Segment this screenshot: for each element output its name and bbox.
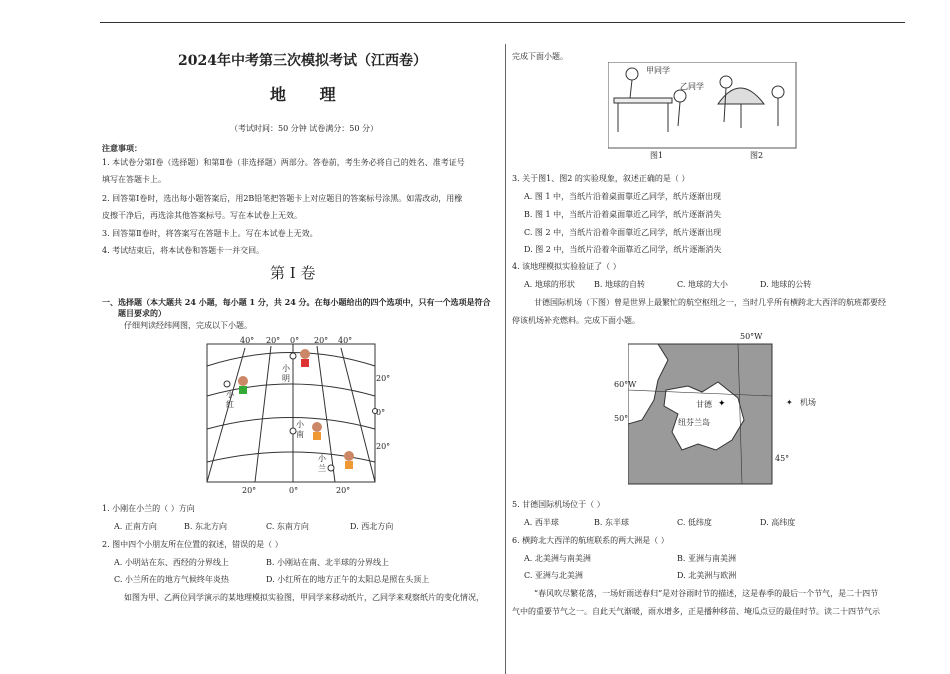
option: B. 亚洲与南美洲 [677,554,736,563]
top-rule [100,22,905,23]
option: A. 北美洲与南美洲 [524,554,591,563]
lon-50w: 50°W [740,332,763,341]
notice-line: 2. 回答第Ⅰ卷时，选出每小题答案后，用2B铅笔把答题卡上对应题目的答案标号涂黑。如需改动，用橡 [102,194,463,203]
gander-intro-cont: 停该机场补充燃料。完成下面小题。 [512,316,640,325]
option: C. 小兰所在的地方气候终年炎热 [114,575,229,584]
option: A. 正南方向 [114,522,157,531]
option: D. 西北方向 [350,522,394,531]
option: A. 图 1 中，当纸片沿着桌面靠近乙同学，纸片逐渐出现 [524,192,722,201]
notice-line: 1. 本试卷分第Ⅰ卷（选择题）和第Ⅱ卷（非选择题）两部分。答卷前，考生务必将自己的姓名、准考证号 [102,158,465,167]
option: D. 高纬度 [760,518,796,527]
island-label: 纽芬兰岛 [678,418,710,427]
option: B. 小刚站在南、北半球的分界线上 [266,558,389,567]
fig-caption-2: 图2 [750,151,764,160]
question-4: 4. 该地理模拟实验验证了（ ） [512,262,621,271]
guyu-para-cont: 气中的重要节气之一。自此天气渐暖，雨水增多，正是播种移苗、埯瓜点豆的最佳时节。读二十四节气示 [512,607,880,616]
city-gander: 甘德 [696,400,712,409]
lon-60w: 60°W [614,380,637,389]
lat-50: 50° [614,414,629,423]
option: D. 小红所在的地方正午的太阳总是照在头顶上 [266,575,430,584]
option: C. 亚洲与北美洲 [524,571,583,580]
notice-heading: 注意事项： [102,143,142,153]
option: D. 图 2 中，当纸片沿着伞面靠近乙同学，纸片逐渐消失 [524,245,722,254]
notice-line: 皮擦干净后，再选涂其他答案标号。写在本试卷上无效。 [102,211,302,220]
option: A. 地球的形状 [524,280,575,289]
name-xiaonan: 小南 [296,420,304,439]
option: B. 东北方向 [184,522,227,531]
question-2: 2. 图中四个小朋友所在位置的叙述，错误的是（ ） [102,540,283,549]
notice-line: 4. 考试结束后，将本试卷和答题卡一并交回。 [102,246,265,255]
svg-text:✦: ✦ [718,399,726,409]
fig-label-b: 乙同学 [680,82,704,91]
experiment-figure [608,62,798,162]
map1-intro: 仔细判读经纬网图，完成以下小题。 [124,321,252,330]
legend-airport: 机场 [800,398,816,407]
lon-label-bottom: 20° [336,486,351,495]
option: B. 图 1 中，当纸片沿着桌面靠近乙同学，纸片逐渐消失 [524,210,722,219]
gander-intro: 甘德国际机场（下图）曾是世界上最繁忙的航空枢纽之一，当时几乎所有横跨北大西洋的航班都要经 [534,298,886,307]
name-xiaohong: 小红 [226,390,234,409]
lon-label-top: 40° [240,336,255,345]
option: D. 地球的公转 [760,280,812,289]
notice-line: 填写在答题卡上。 [102,175,166,184]
section-heading: 一、选择题（本大题共 24 小题，每小题 1 分，共 24 分。在每小题给出的四个选项中，只有一个选项是符合 [102,297,491,307]
fig-caption-1: 图1 [650,151,664,160]
experiment-intro: 如图为甲、乙两位同学演示的某地理模拟实验图，甲同学来移动纸片，乙同学来观察纸片的变化情况， [124,593,484,602]
lat-label-right: 20° [376,442,391,451]
option: A. 西半球 [524,518,559,527]
question-3: 3. 关于图1、图2 的实验现象，叙述正确的是（ ） [512,174,690,183]
lat-label-right: 20° [376,374,391,383]
gander-map [628,340,773,486]
option: B. 东半球 [594,518,629,527]
question-1: 1. 小刚在小兰的（ ）方向 [102,504,195,513]
subject-title: 地 理 [270,85,350,104]
section-heading-cont: 题目要求的） [118,308,166,318]
lat-45: 45° [775,454,790,463]
question-6: 6. 横跨北大西洋的航班联系的两大洲是（ ） [512,536,669,545]
exam-info: （考试时间：50 分钟 试卷满分：50 分） [230,124,378,133]
right-continuation: 完成下面小题。 [512,52,568,61]
lon-label-top: 20° [314,336,329,345]
option: D. 北美洲与欧洲 [677,571,737,580]
option: C. 地球的大小 [677,280,728,289]
option: C. 低纬度 [677,518,712,527]
option: B. 地球的自转 [594,280,645,289]
lon-label-top: 20° [266,336,281,345]
exam-title: 2024年中考第三次模拟考试（江西卷） [178,53,427,69]
lon-label-top: 0° [290,336,300,345]
option: A. 小明站在东、西经的分界线上 [114,558,229,567]
guyu-para: “春风吹尽繁花落，一场好雨送春归”是对谷雨时节的描述，这是春季的最后一个节气，是二十四节 [534,589,879,598]
lon-label-top: 40° [338,336,353,345]
name-xiaoming: 小明 [282,364,290,383]
question-5: 5. 甘德国际机场位于（ ） [512,500,605,509]
option: C. 图 2 中，当纸片沿着伞面靠近乙同学，纸片逐渐出现 [524,228,722,237]
notice-line: 3. 回答第Ⅱ卷时，将答案写在答题卡上。写在本试卷上无效。 [102,229,318,238]
option: C. 东南方向 [266,522,309,531]
airport-icon: ✦ [786,398,793,407]
part1-title: 第 Ⅰ 卷 [270,264,316,282]
column-divider [505,44,506,674]
name-xiaolan: 小兰 [318,454,326,473]
lat-label-right: 0° [376,408,386,417]
lon-label-bottom: 0° [289,486,299,495]
fig-label-a: 甲同学 [646,66,670,75]
lon-label-bottom: 20° [242,486,257,495]
